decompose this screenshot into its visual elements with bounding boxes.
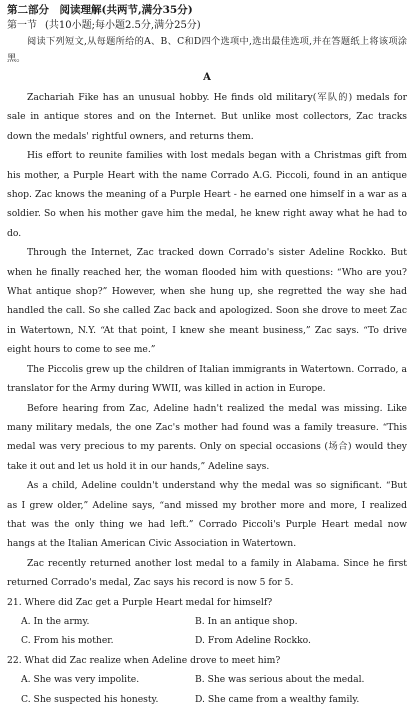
option-row [7,612,407,631]
option-d: D. From Adeline Rockko. [195,635,311,647]
option-a: A. In the army. [21,615,90,627]
option-b: B. She was serious about the medal. [195,674,365,686]
option-c: C. From his mother. [21,635,114,647]
paragraph: His effort to reunite families with lost medals began with a Christmas gift from his mother, a Purple Heart with the name Corrado A.G. Piccoli, found in an antique shop. Zac knows the meaning of a Purple Heart - he earned one himself in a war as a soldier. So when his mother gave him the medal, he knew right away what he had to do. [7,150,407,239]
paragraph: Zac recently returned another lost medal to a family in Alabama. Since he first returned Corrado's medal, Zac says his record is now 5 for 5. [7,557,407,589]
option-row [7,670,407,689]
option-d: D. She came from a wealthy family. [195,693,360,705]
part-heading: 第二部分 阅读理解(共两节,满分35分) [7,4,193,16]
paragraph: Zachariah Fike has an unusual hobby. He finds old military(军队的) medals for sale in antique stores and on the Internet. But unlike most collectors, Zac tracks down the medals' rightful owners, and returns them. [7,92,407,142]
paragraph: As a child, Adeline couldn't understand why the medal was so significant. “But as I grew older,” Adeline says, “and missed my brother more and more, I realized that was the only thing we had left.” Corrado Piccoli's Purple Heart medal now hangs at the Italian American Civic Association in Watertown. [7,480,407,550]
instructions: 阅读下列短文,从每题所给的A、B、C和D四个选项中,选出最佳选项,并在答题纸上将该项涂黑。 [7,36,407,64]
option-b: B. In an antique shop. [195,615,298,627]
option-row [7,631,407,650]
section-heading [7,18,407,33]
paragraph: The Piccolis grew up the children of Italian immigrants in Watertown. Corrado, a translator for the Army during WWII, was killed in action in Europe. [7,363,407,395]
paragraph: Before hearing from Zac, Adeline hadn't realized the medal was missing. Like many military medals, the one Zac's mother had found was a family treasure. “This medal was very precious to my parents. Only on special occasions (场合) would they take it out and let us hold it in our hands,” Adeline says. [7,402,407,472]
passage-title: A [203,72,211,83]
option-row [7,690,407,709]
paragraph: Through the Internet, Zac tracked down Corrado's sister Adeline Rockko. But when he finally reached her, the woman flooded him with questions: “Who are you? What antique shop?” However, when she hung up, she regretted the way she had handled the call. So she called Zac back and apologized. Soon she drove to meet Zac in Watertown, N.Y. “At that point, I knew she meant business,” Zac says. “To drive eight hours to come to see me.” [7,247,407,356]
section-detail: (共10小题;每小题2.5分,满分25分) [45,20,201,31]
question-stem: 21. Where did Zac get a Purple Heart medal for himself? [7,596,273,608]
option-c: C. She suspected his honesty. [21,693,159,705]
option-a: A. She was very impolite. [21,674,140,686]
question-stem: 22. What did Zac realize when Adeline drove to meet him? [7,654,281,666]
section-label: 第一节 [7,20,37,31]
